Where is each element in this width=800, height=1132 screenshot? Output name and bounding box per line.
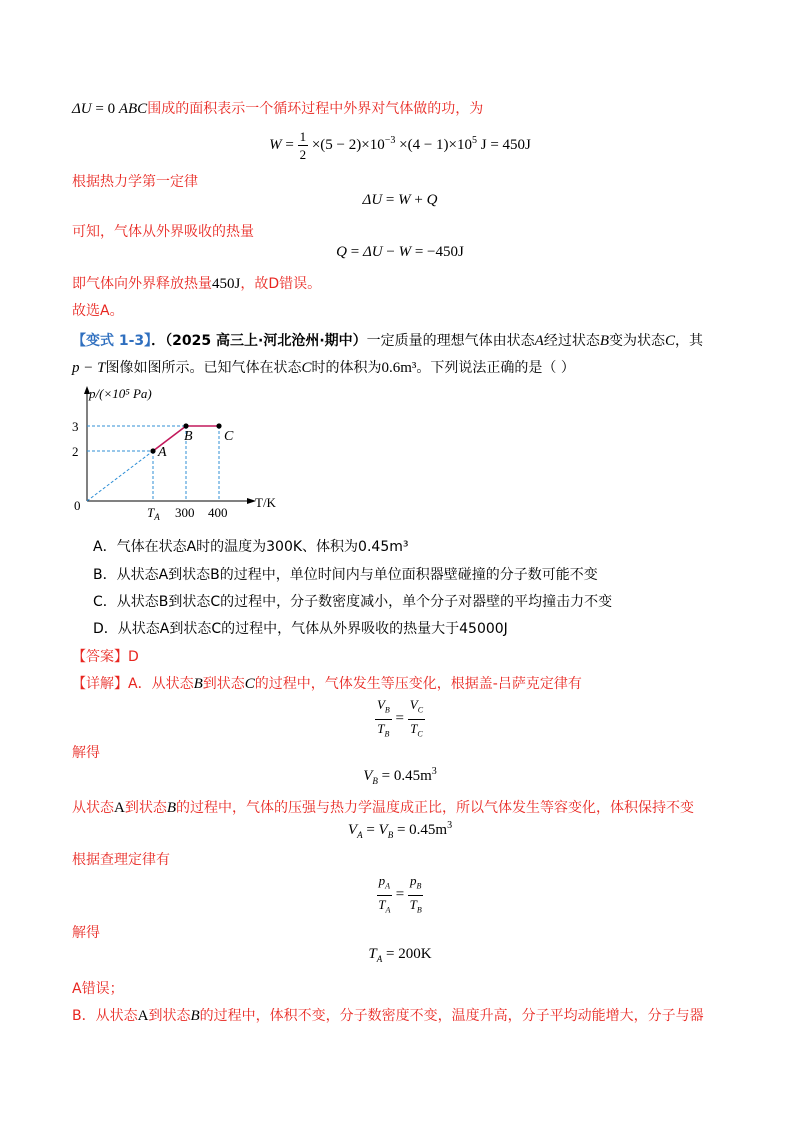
point-label-c: C (224, 429, 234, 444)
point-c (216, 423, 221, 428)
a-wrong: A错误； (72, 981, 124, 997)
detail-line-b (72, 797, 694, 817)
b-line-3: 的过程中，体积不变，分子数密度不变，温度升高，分子平均动能增大，分子与器 (199, 1008, 704, 1024)
detail-b: B (193, 676, 203, 692)
option-d[interactable]: D．从状态A到状态C的过程中，气体从外界吸收的热量大于45000J (93, 621, 508, 637)
p-t-label: p − T (72, 360, 106, 376)
problem-text-1: 一定质量的理想气体由状态 (366, 333, 535, 349)
problem-line-2 (72, 357, 575, 377)
b-line-b: B (190, 1008, 200, 1024)
b-line-2: 到状态 (148, 1008, 191, 1024)
x-axis-label: T/K (255, 495, 276, 510)
detail-b3: 的过程中，气体的压强与热力学温度成正比，所以气体发生等容变化，体积保持不变 (176, 800, 695, 816)
detail-b-b: B (166, 800, 177, 816)
volume-c: 0.6m³ (381, 360, 417, 376)
equation-ta: $T_A = 200K$ (368, 946, 432, 964)
option-a[interactable]: A．气体在状态A时的温度为300K、体积为0.45m³ (93, 539, 409, 555)
detail-a1: A．从状态 (128, 676, 194, 692)
line-1-math: ΔU = 0 ABC (72, 101, 148, 117)
line-2: 根据热力学第一定律 (72, 174, 198, 190)
detail-a3: 的过程中，气体发生等压变化，根据盖-吕萨克定律有 (254, 676, 582, 692)
state-c: C (665, 333, 676, 349)
variant-tag: 【变式 1-3】 (72, 333, 152, 349)
equation-vb: $V_B = 0.45m^3$ (363, 766, 437, 786)
answer-line (72, 646, 139, 666)
guide-origin-a (87, 451, 153, 501)
detail-b-a: A (114, 800, 125, 816)
state-a: A (534, 333, 544, 349)
y-axis-label: p/(×10⁵ Pa) (89, 386, 152, 401)
y-tick-2: 2 (72, 444, 79, 459)
problem-text-2a: 图像如图所示。已知气体在状态 (105, 360, 302, 376)
p-t-chart (60, 380, 290, 525)
point-label-a: A (158, 445, 167, 460)
point-a (150, 448, 155, 453)
line-4-post: ，故D错误。 (240, 276, 322, 292)
solve-label-1: 解得 (72, 745, 100, 761)
problem-text-1c: 变为状态 (609, 333, 665, 349)
x-tick-300: 300 (175, 505, 195, 520)
x-tick-400: 400 (208, 505, 228, 520)
equation-gay-lussac: $\frac{V_B}{T_B}$ = $\frac{V_C}{T_C}$ (376, 697, 424, 739)
line-4-value: 450J (212, 276, 241, 292)
equation-charles: $\frac{p_A}{T_A}$ = $\frac{p_B}{T_B}$ (378, 873, 422, 915)
state-b: B (599, 333, 609, 349)
option-c[interactable]: C．从状态B到状态C的过程中，分子数密度减小，单个分子对器壁的平均撞击力不变 (93, 594, 613, 610)
line-3: 可知，气体从外界吸收的热量 (72, 224, 254, 240)
y-tick-3: 3 (72, 419, 79, 434)
x-tick-ta: $T_A$ (147, 505, 160, 522)
detail-b1: 从状态 (72, 800, 114, 816)
detail-a2: 到状态 (202, 676, 245, 692)
problem-line-1: 【变式 1-3】．（2025 高三上·河北沧州·期中）一定质量的理想气体由状态A经过状态B变为状态C，其 (72, 333, 704, 349)
equation-va-vb: $V_A = V_B = 0.45m^3$ (347, 820, 453, 840)
problem-source: （2025 高三上·河北沧州·期中） (165, 333, 367, 349)
equation-work: W = $\frac{1}{2}$ $\times(5 - 2)\times 10^{-3} \times(4 - 1)\times 10^5$ J = 450J (269, 129, 531, 162)
point-label-b: B (184, 429, 193, 444)
detail-b2: 到状态 (124, 800, 167, 816)
detail-tag: 【详解】 (72, 676, 128, 692)
problem-text-2c: 。下列说法正确的是（ ） (416, 360, 575, 376)
state-c-2: C (301, 360, 312, 376)
point-b (183, 423, 188, 428)
equation-first-law: ΔU = W + Q (362, 192, 438, 208)
line-4 (72, 273, 321, 293)
line-5: 故选A。 (72, 303, 124, 319)
line-1-text: 围成的面积表示一个循环过程中外界对气体做的功，为 (147, 101, 484, 117)
line-1 (72, 98, 483, 118)
answer-tag: 【答案】 (72, 649, 128, 665)
answer-value: D (128, 649, 139, 665)
problem-text-1d: ，其 (675, 333, 704, 349)
detail-c: C (244, 676, 255, 692)
problem-text-2b: 时的体积为 (311, 360, 382, 376)
equation-heat: Q = ΔU − W = −450J (336, 244, 464, 260)
solve-label-2: 解得 (72, 925, 100, 941)
problem-text-1b: 经过状态 (543, 333, 600, 349)
b-line-1: B．从状态 (72, 1008, 138, 1024)
charles-law-label: 根据查理定律有 (72, 852, 170, 868)
line-4-pre: 即气体向外界释放热量 (72, 276, 212, 292)
detail-line-1 (72, 673, 582, 693)
option-b[interactable]: B．从状态A到状态B的过程中，单位时间内与单位面积器壁碰撞的分子数可能不变 (93, 567, 598, 583)
b-line-a: A (137, 1008, 149, 1024)
detail-line-b-option (72, 1005, 704, 1025)
origin-label: 0 (74, 498, 81, 513)
